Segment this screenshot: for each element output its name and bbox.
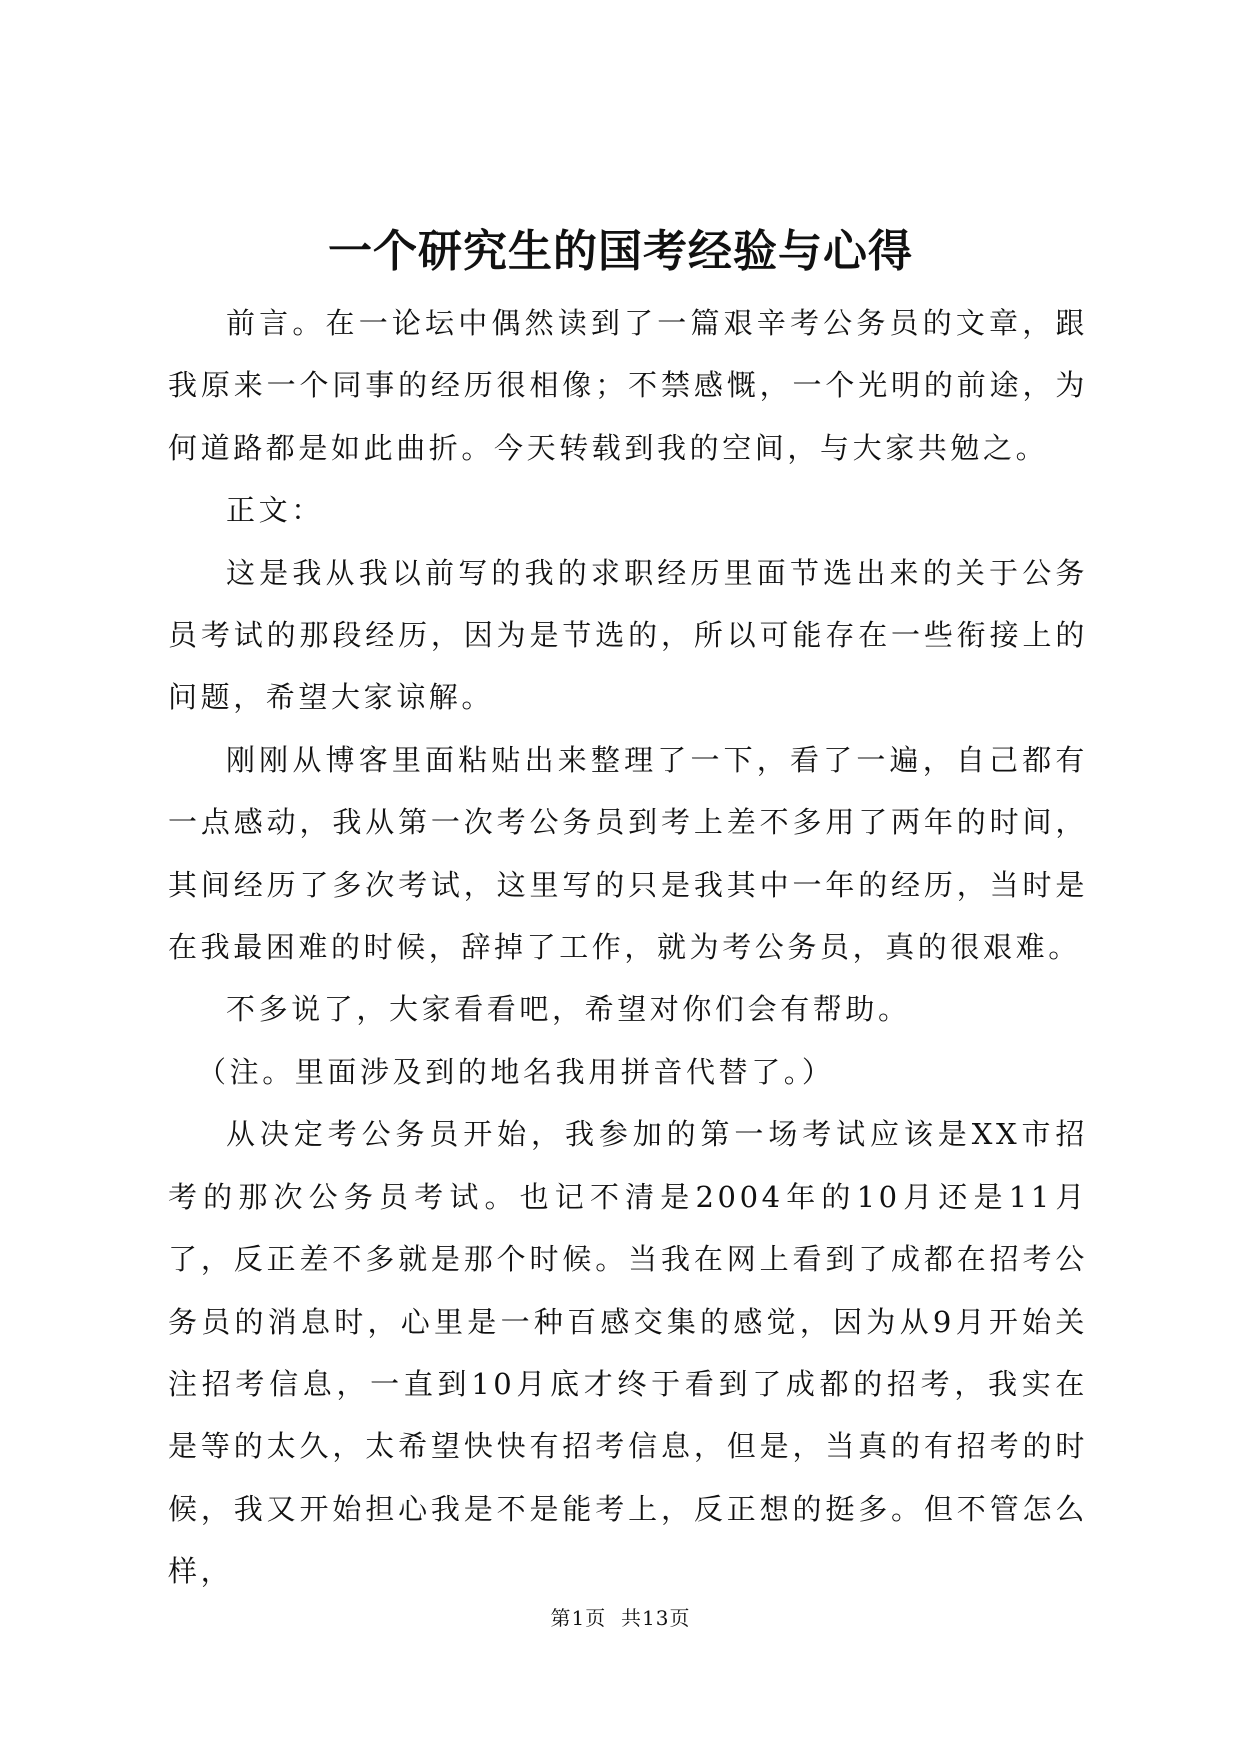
paragraph-annotation: （注。里面涉及到的地名我用拼音代替了。）: [197, 1054, 835, 1089]
footer-page-prefix: 第: [550, 1606, 572, 1630]
document-body: [168, 292, 1088, 1603]
paragraph-closing-note: 不多说了，大家看看吧，希望对你们会有帮助。: [226, 992, 911, 1027]
paragraph-blog-note: 刚刚从博客里面粘贴出来整理了一下，看了一遍，自己都有一点感动，我从第一次考公务员到考上差不多用了两年的时间，其间经历了多次考试，这里写的只是我其中一年的经历，当时是在我最困难的时候，辞掉了工作，就为考公务员，真的很艰难。: [168, 742, 1088, 965]
footer-total-pages: 13: [642, 1606, 670, 1630]
paragraph-preface: 前言。在一论坛中偶然读到了一篇艰辛考公务员的文章，跟我原来一个同事的经历很相像；不禁感慨，一个光明的前途，为何道路都是如此曲折。今天转载到我的空间，与大家共勉之。: [168, 306, 1088, 465]
document-title: 一个研究生的国考经验与心得: [328, 226, 913, 277]
footer-page-number: 1: [571, 1606, 586, 1630]
paragraph-excerpt-note: 这是我从我以前写的我的求职经历里面节选出来的关于公务员考试的那段经历，因为是节选的，所以可能存在一些衔接上的问题，希望大家谅解。: [168, 555, 1088, 715]
footer-page-suffix: 页: [669, 1606, 691, 1630]
page-footer: [0, 1604, 1241, 1632]
paragraph-body-heading: 正文：: [226, 493, 324, 528]
footer-page-mid: 页 共: [585, 1606, 642, 1630]
paragraph-main-story: 从决定考公务员开始，我参加的第一场考试应该是XX市招考的那次公务员考试。也记不清是2004年的10月还是11月了，反正差不多就是那个时候。当我在网上看到了成都在招考公务员的消息时，心里是一种百感交集的感觉，因为从9月开始关注招考信息，一直到10月底才终于看到了成都的招考，我实在是等的太久，太希望快快有招考信息，但是，当真的有招考的时候，我又开始担心我是不是能考上，反正想的挺多。但不管怎么样，: [168, 1117, 1088, 1589]
